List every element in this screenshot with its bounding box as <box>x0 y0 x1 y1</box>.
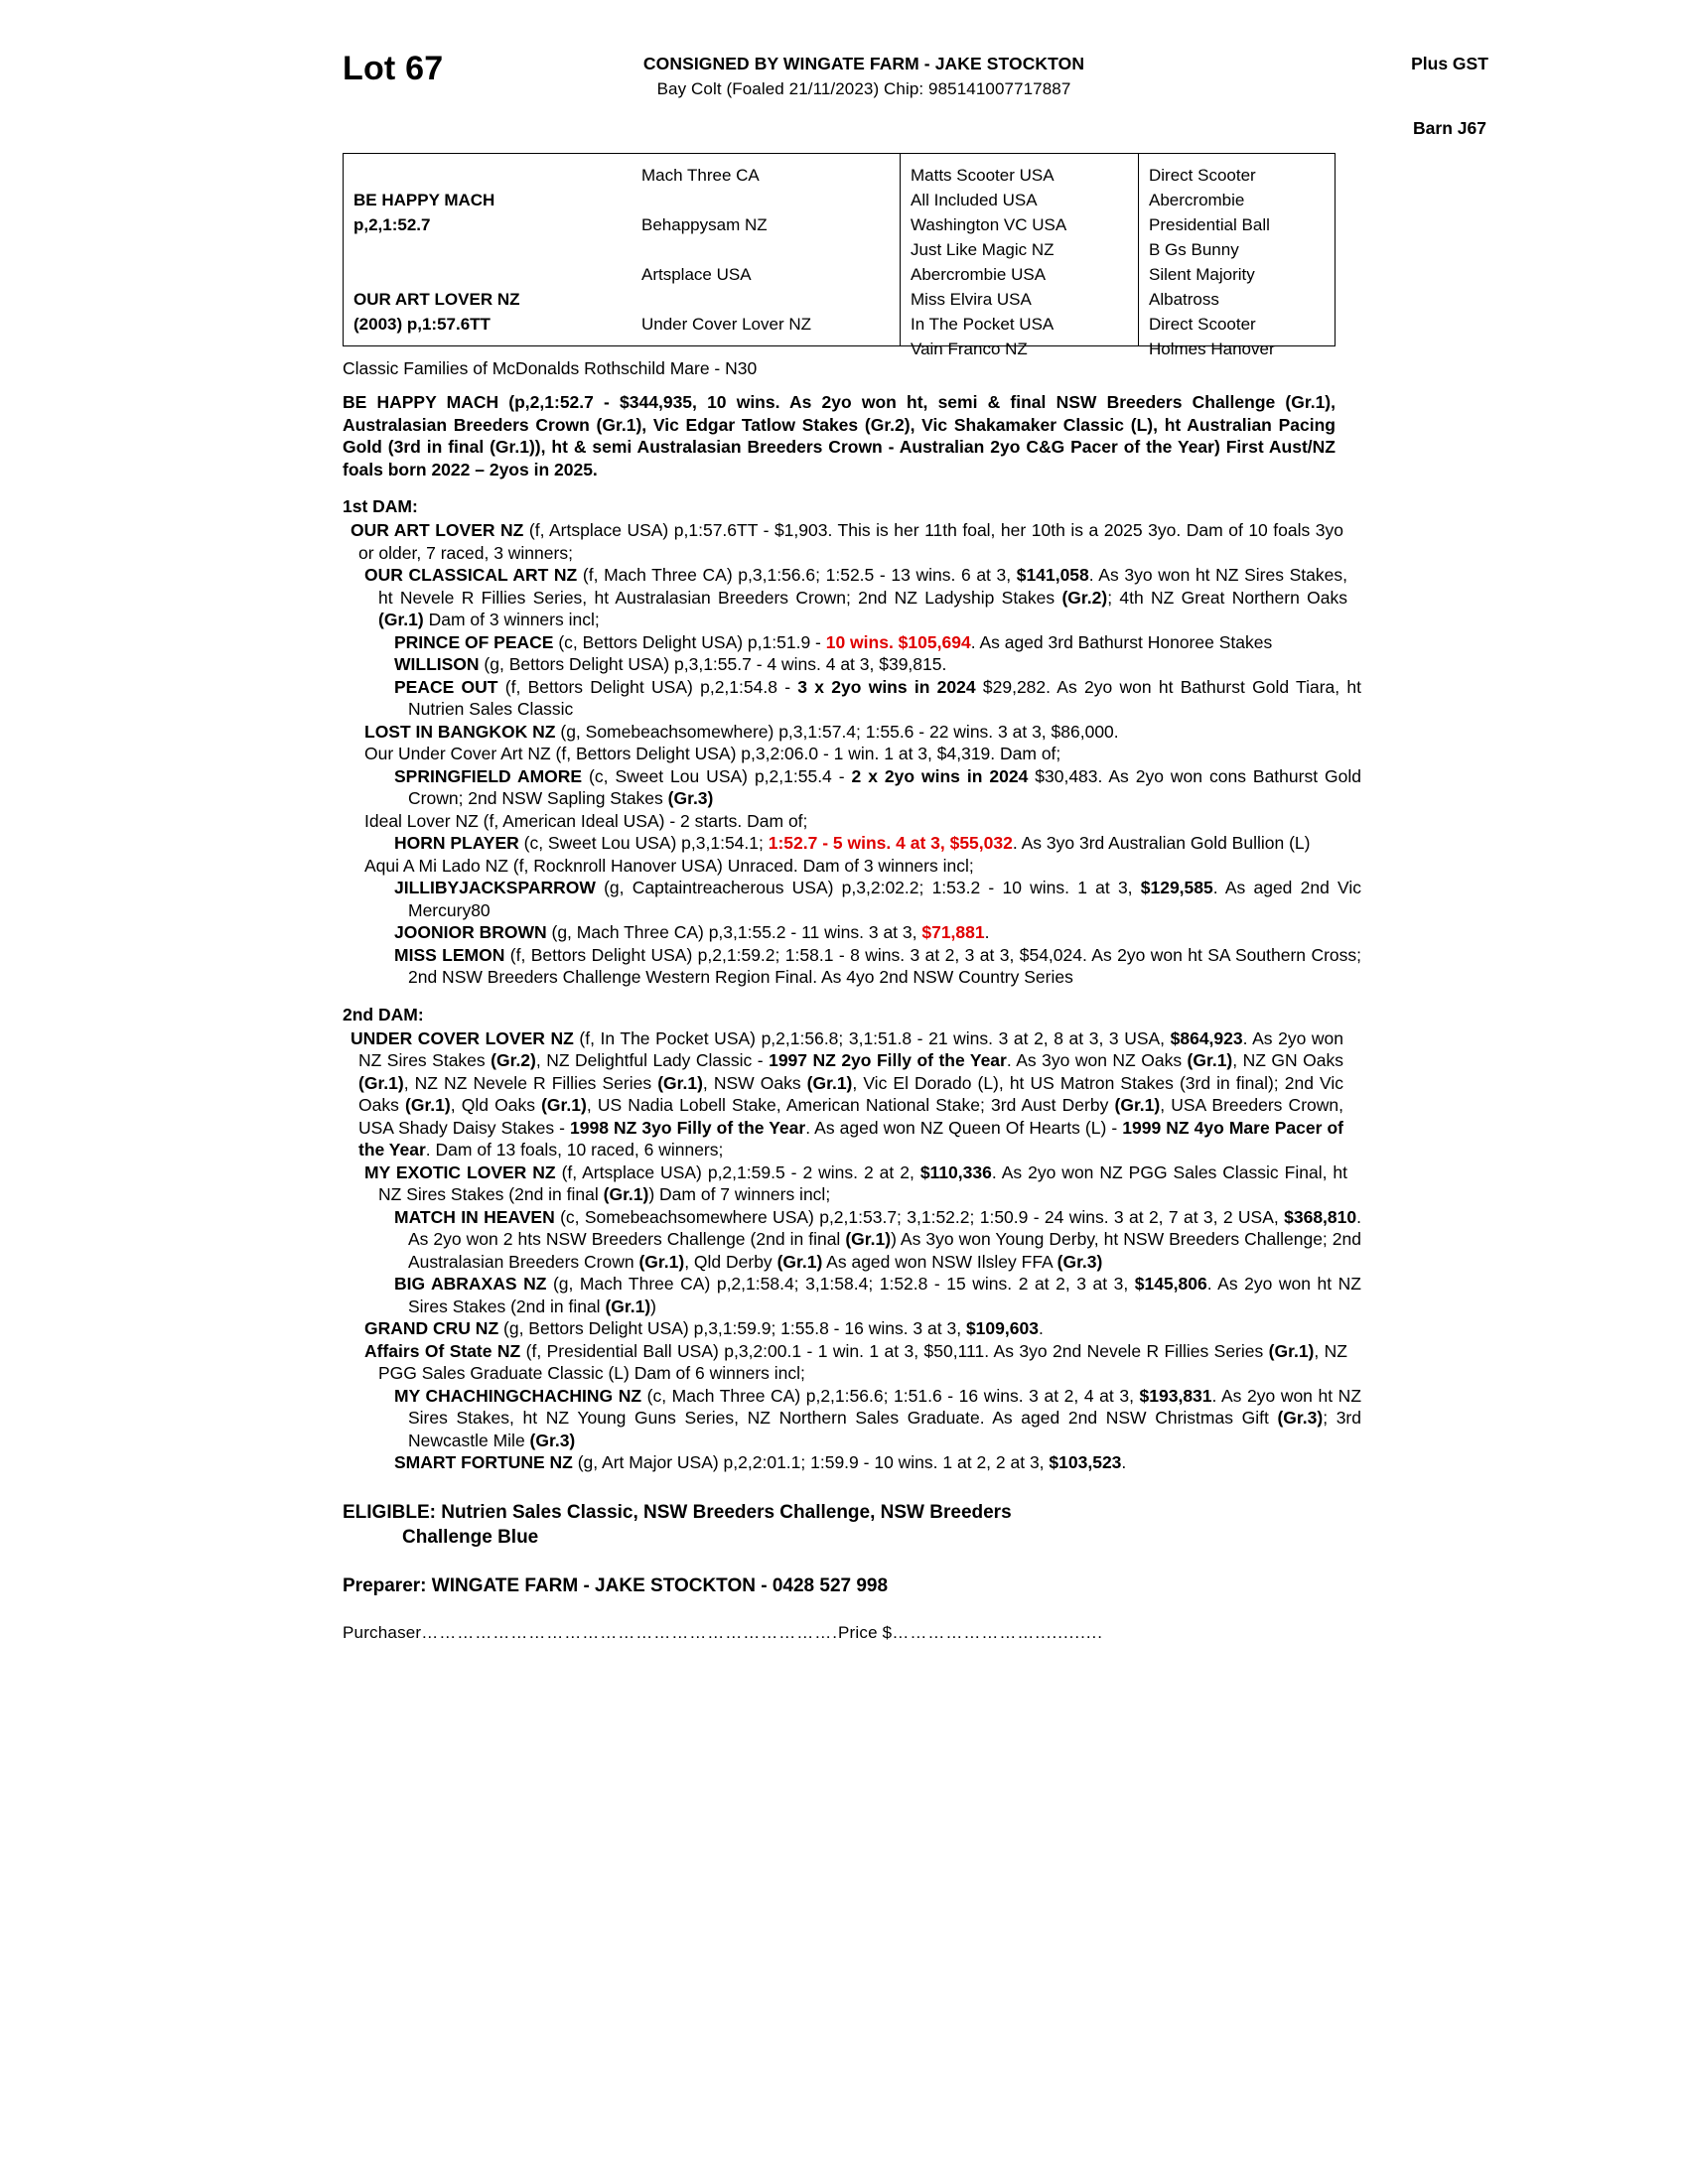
sire-of-dam: Artsplace USA <box>641 265 752 284</box>
gen3-4: Just Like Magic NZ <box>911 240 1055 259</box>
entry-text-run: As aged won NSW Ilsley FFA <box>822 1251 1057 1272</box>
pedigree-entry-aqui-a-mi-lado-nz <box>354 855 1347 878</box>
entry-text-run: MATCH IN HEAVEN <box>394 1206 555 1227</box>
entry-text-run: (f, Bettors Delight USA) p,2,1:59.2; 1:58.1 - 8 wins. 3 at 2, 3 at 3, $54,024. As 2yo won ht SA Southern Cross; 2nd NSW Breeders Challenge Western Region Final. As 4yo 2nd NSW Country Series <box>408 944 1361 987</box>
entry-text-run: (Gr.1) <box>1187 1050 1233 1070</box>
entry-text-run: . As 3yo won ht NZ Sires Stakes, ht Nevele R Fillies Series, ht Australasian Breeders Crown; 2nd NZ Ladyship Stakes <box>378 565 1347 608</box>
gen4-4: B Gs Bunny <box>1149 240 1239 259</box>
entry-text-run: $29,282. As 2yo won ht Bathurst Gold Tiara, ht Nutrien Sales Classic <box>408 676 1361 719</box>
pedigree-col-gen4 <box>1138 154 1334 358</box>
entry-text-run: Our Under Cover Art NZ (f, Bettors Delight USA) p,3,2:06.0 - 1 win. 1 at 3, $4,319. Dam of; <box>364 744 1061 763</box>
sire-of-sire: Mach Three CA <box>641 166 760 185</box>
entry-text-run: (Gr.1) <box>1114 1095 1161 1115</box>
entry-text-run: ) Dam of 7 winners incl; <box>648 1184 831 1204</box>
entry-text-run: (f, Bettors Delight USA) p,2,1:54.8 - <box>497 676 798 697</box>
sire-name: BE HAPPY MACH <box>353 191 495 209</box>
entry-text-run: (Gr.3) <box>1277 1408 1324 1428</box>
eligible-line-1: ELIGIBLE: Nutrien Sales Classic, NSW Breeders Challenge, NSW Breeders <box>343 1501 1012 1523</box>
entry-text-run: HORN PLAYER <box>394 833 519 853</box>
consignor-block <box>546 54 1182 99</box>
entry-text-run: JOONIOR BROWN <box>394 922 547 942</box>
sire-paragraph: BE HAPPY MACH (p,2,1:52.7 - $344,935, 10 wins. As 2yo won ht, semi & final NSW Breeders Challenge (Gr.1), Australasian Breeders Crown (Gr.1), Vic Edgar Tatlow Stakes (Gr.2), Vic Shakamaker Classic (L), ht Australian Pacing Gold (3rd in final (Gr.1)), ht & semi Australasian Breeders Crown - Australian 2yo C&G Pacer of the Year) First Aust/NZ foals born 2022 – 2yos in 2025. <box>343 392 1336 479</box>
entry-text-run: (f, Artsplace USA) p,2,1:59.5 - 2 wins. 2 at 2, <box>555 1161 920 1182</box>
entry-text-run: JILLIBYJACKSPARROW <box>394 878 596 897</box>
gen4-8: Holmes Hanover <box>1149 340 1275 358</box>
entry-text-run: (g, Bettors Delight USA) p,3,1:55.7 - 4 wins. 4 at 3, $39,815. <box>479 654 947 674</box>
entry-text-run: Dam of 3 winners incl; <box>423 610 600 629</box>
entry-text-run: $103,523 <box>1049 1452 1122 1472</box>
entry-text-run: , Qld Derby <box>684 1251 777 1272</box>
price-label: Price $ <box>838 1622 893 1642</box>
pedigree-entry-under-cover-lover-nz <box>351 1027 1343 1161</box>
pedigree-entry-ideal-lover-nz <box>354 810 1347 833</box>
pedigree-entry-jillibyjacksparrow <box>368 877 1361 921</box>
entry-text-run: OUR ART LOVER NZ <box>351 520 524 540</box>
pedigree-entry-smart-fortune-nz <box>368 1451 1361 1474</box>
gen4-2: Abercrombie <box>1149 191 1245 209</box>
entry-text-run: , NZ Delightful Lady Classic - <box>535 1050 770 1070</box>
pedigree-entry-miss-lemon <box>368 944 1361 989</box>
entry-text-run: , NZ PGG Sales Graduate Classic (L) Dam of 6 winners incl; <box>378 1340 1347 1383</box>
pedigree-entry-peace-out <box>368 676 1361 721</box>
entry-text-run: . <box>1038 1318 1044 1338</box>
consignor-name: CONSIGNED BY WINGATE FARM - JAKE STOCKTON <box>642 54 1085 73</box>
pedigree-entry-willison <box>368 653 1361 676</box>
entry-text-run: (g, Art Major USA) p,2,2:01.1; 1:59.9 - 10 wins. 1 at 2, 2 at 3, <box>572 1452 1050 1472</box>
entry-text-run: (Gr.1) <box>605 1296 651 1316</box>
first-dam-entries <box>343 519 1589 989</box>
entry-text-run: (c, Sweet Lou USA) p,3,1:54.1; <box>518 833 769 853</box>
dam-record: (2003) p,1:57.6TT <box>353 315 491 334</box>
entry-text-run: , USA Breeders Crown, USA Shady Daisy Stakes - <box>358 1095 1343 1138</box>
sire-record: p,2,1:52.7 <box>353 215 431 234</box>
entry-text-run: UNDER COVER LOVER NZ <box>351 1027 574 1048</box>
entry-text-run: , NZ GN Oaks <box>1232 1050 1343 1070</box>
entry-text-run: ) <box>650 1296 656 1316</box>
entry-text-run: PEACE OUT <box>394 676 498 697</box>
entry-text-run: , US Nadia Lobell Stake, American National Stake; 3rd Aust Derby <box>586 1095 1115 1115</box>
entry-text-run: $141,058 <box>1016 565 1089 585</box>
dam-name: OUR ART LOVER NZ <box>353 290 520 309</box>
price-dots: ……………………............ <box>892 1622 1104 1642</box>
entry-text-run: SMART FORTUNE NZ <box>394 1452 573 1472</box>
entry-text-run: (f, Presidential Ball USA) p,3,2:00.1 - 1 win. 1 at 3, $50,111. As 3yo 2nd Nevele R Fillies Series <box>520 1340 1269 1361</box>
entry-text-run: MY EXOTIC LOVER NZ <box>364 1161 556 1182</box>
pedigree-entry-our-under-cover-art-nz <box>354 743 1347 765</box>
entry-text-run: 1998 NZ 3yo Filly of the Year <box>570 1117 806 1138</box>
entry-text-run: PRINCE OF PEACE <box>394 631 554 652</box>
entry-text-run: (Gr.1) <box>541 1095 587 1115</box>
entry-text-run: $71,881 <box>921 922 985 942</box>
entry-text-run: (Gr.1) <box>806 1072 853 1093</box>
entry-text-run: (Gr.1) <box>358 1072 404 1093</box>
entry-text-run: (f, Artsplace USA) p,1:57.6TT - $1,903. This is her 11th foal, her 10th is a 2025 3yo. Dam of 10 foals 3yo or older, 7 raced, 3 winners; <box>358 520 1344 563</box>
entry-text-run: $30,483. As 2yo won cons Bathurst Gold Crown; 2nd NSW Sapling Stakes <box>408 765 1361 808</box>
eligible-line-2: Challenge Blue <box>402 1526 539 1548</box>
preparer-line: Preparer: WINGATE FARM - JAKE STOCKTON - 0428 527 998 <box>343 1574 889 1596</box>
pedigree-entry-our-art-lover-nz <box>351 519 1343 564</box>
entry-text-run: 3 x 2yo wins in 2024 <box>797 676 976 697</box>
entry-text-run: (c, Bettors Delight USA) p,1:51.9 - <box>553 631 826 652</box>
pedigree-col-grandparents <box>632 154 900 345</box>
first-dam-heading: 1st DAM: <box>343 496 418 516</box>
entry-text-run: , NZ NZ Nevele R Fillies Series <box>403 1072 658 1093</box>
entry-text-run: $109,603 <box>965 1318 1039 1338</box>
entry-text-run: . <box>1121 1452 1127 1472</box>
entry-text-run: 2 x 2yo wins in 2024 <box>851 765 1029 786</box>
entry-text-run: . As 2yo won ht NZ Sires Stakes, ht NZ Young Guns Series, NZ Northern Sales Graduate. As aged 2nd NSW Christmas Gift <box>408 1385 1362 1428</box>
entry-text-run: . As 2yo won NZ PGG Sales Classic Final, ht NZ Sires Stakes (2nd in final <box>378 1161 1348 1204</box>
entry-text-run: ; 4th NZ Great Northern Oaks <box>1107 587 1347 608</box>
pedigree-entry-our-classical-art-nz <box>354 564 1347 631</box>
entry-text-run: Affairs Of State NZ <box>364 1340 521 1361</box>
entry-text-run: Aqui A Mi Lado NZ (f, Rocknroll Hanover USA) Unraced. Dam of 3 winners incl; <box>364 855 974 876</box>
pedigree-table <box>343 153 1336 358</box>
entry-text-run: ; 3rd Newcastle Mile <box>408 1408 1361 1450</box>
gen4-6: Albatross <box>1149 290 1219 309</box>
entry-text-run: . As aged won NZ Queen Of Hearts (L) - <box>805 1117 1123 1138</box>
entry-text-run: 1997 NZ 2yo Filly of the Year <box>769 1050 1007 1070</box>
second-dam-entries <box>343 1027 1589 1474</box>
foal-details: Bay Colt (Foaled 21/11/2023) Chip: 985141007717887 <box>656 79 1071 98</box>
entry-text-run: 1999 NZ 4yo Mare Pacer of the Year <box>358 1117 1343 1160</box>
entry-text-run: (g, Mach Three CA) p,2,1:58.4; 3,1:58.4; 1:52.8 - 15 wins. 2 at 2, 3 at 3, <box>546 1274 1135 1294</box>
entry-text-run: ) As 3yo won Young Derby, ht NSW Breeders Challenge; 2nd Australasian Breeders Crown <box>408 1229 1361 1272</box>
entry-text-run: WILLISON <box>394 654 480 674</box>
entry-text-run: . As aged 3rd Bathurst Honoree Stakes <box>970 631 1273 652</box>
entry-text-run: . Dam of 13 foals, 10 raced, 6 winners; <box>425 1140 724 1160</box>
entry-text-run: (Gr.3) <box>529 1430 576 1450</box>
entry-text-run: (Gr.1) <box>378 610 424 629</box>
pedigree-entry-springfield-amore <box>368 765 1361 810</box>
gen4-7: Direct Scooter <box>1149 315 1256 334</box>
entry-text-run: (c, Mach Three CA) p,2,1:56.6; 1:51.6 - 16 wins. 3 at 2, 4 at 3, <box>641 1385 1140 1406</box>
eligible-block <box>343 1500 1296 1550</box>
gen3-5: Abercrombie USA <box>911 265 1047 284</box>
gen3-6: Miss Elvira USA <box>911 290 1032 309</box>
entry-text-run: (Gr.3) <box>667 788 714 808</box>
entry-text-run: GRAND CRU NZ <box>364 1318 499 1338</box>
pedigree-entry-lost-in-bangkok-nz <box>354 721 1347 744</box>
gen4-5: Silent Majority <box>1149 265 1255 284</box>
pedigree-entry-big-abraxas-nz <box>368 1273 1361 1317</box>
entry-text-run: $193,831 <box>1139 1385 1212 1406</box>
entry-text-run: $145,806 <box>1134 1274 1207 1294</box>
gen3-3: Washington VC USA <box>911 215 1067 234</box>
pedigree-entry-my-exotic-lover-nz <box>354 1161 1347 1206</box>
pedigree-entry-prince-of-peace <box>368 631 1361 654</box>
entry-text-run: MISS LEMON <box>394 944 505 965</box>
entry-text-run: SPRINGFIELD AMORE <box>394 765 583 786</box>
entry-text-run: , NSW Oaks <box>702 1072 807 1093</box>
entry-text-run: (g, Bettors Delight USA) p,3,1:59.9; 1:55.8 - 16 wins. 3 at 3, <box>498 1318 966 1338</box>
pedigree-entry-affairs-of-state-nz <box>354 1340 1347 1385</box>
entry-text-run: (f, Mach Three CA) p,3,1:56.6; 1:52.5 - 13 wins. 6 at 3, <box>577 565 1017 585</box>
entry-text-run: (Gr.1) <box>776 1251 823 1272</box>
entry-text-run: MY CHACHINGCHACHING NZ <box>394 1385 642 1406</box>
entry-text-run: (Gr.1) <box>603 1184 649 1204</box>
entry-text-run: (Gr.1) <box>405 1095 451 1115</box>
entry-text-run: (c, Sweet Lou USA) p,2,1:55.4 - <box>582 765 852 786</box>
entry-text-run: $110,336 <box>919 1161 992 1182</box>
entry-text-run: (Gr.1) <box>1268 1340 1315 1361</box>
entry-text-run: LOST IN BANGKOK NZ <box>364 721 556 742</box>
entry-text-run: OUR CLASSICAL ART NZ <box>364 565 578 585</box>
entry-text-run: . As 3yo won NZ Oaks <box>1006 1050 1188 1070</box>
page-header <box>343 40 1589 149</box>
dam-of-sire: Behappysam NZ <box>641 215 768 234</box>
purchaser-label: Purchaser <box>343 1622 422 1642</box>
entry-text-run: $368,810 <box>1284 1206 1357 1227</box>
entry-text-run: . As 2yo won NZ Sires Stakes <box>358 1027 1343 1070</box>
purchaser-footer <box>343 1623 1589 1643</box>
entry-text-run: (g, Mach Three CA) p,3,1:55.2 - 11 wins. 3 at 3, <box>546 922 922 942</box>
purchaser-dots: ……………………………………………………………. <box>421 1622 839 1642</box>
entry-text-run: , Qld Oaks <box>450 1095 542 1115</box>
gen4-3: Presidential Ball <box>1149 215 1270 234</box>
pedigree-entry-horn-player <box>368 832 1361 855</box>
gen4-1: Direct Scooter <box>1149 166 1256 185</box>
entry-text-run: . <box>984 922 990 942</box>
pedigree-entry-joonior-brown <box>368 921 1361 944</box>
entry-text-run: (Gr.1) <box>638 1251 685 1272</box>
lot-number: Lot 67 <box>343 50 444 87</box>
entry-text-run: (g, Captaintreacherous USA) p,3,2:02.2; 1:53.2 - 10 wins. 1 at 3, <box>595 878 1141 897</box>
gen3-2: All Included USA <box>911 191 1038 209</box>
entry-text-run: , Vic El Dorado (L), ht US Matron Stakes (3rd in final); 2nd Vic Oaks <box>358 1072 1343 1115</box>
entry-text-run: . As 3yo 3rd Australian Gold Bullion (L) <box>1012 833 1311 853</box>
dam-of-dam: Under Cover Lover NZ <box>641 315 812 334</box>
second-dam-heading: 2nd DAM: <box>343 1004 424 1024</box>
entry-text-run: (Gr.3) <box>1056 1251 1103 1272</box>
entry-text-run: $129,585 <box>1140 878 1213 897</box>
entry-text-run: (Gr.2) <box>491 1050 536 1070</box>
gst-note: Plus GST <box>1411 54 1488 73</box>
gen3-7: In The Pocket USA <box>911 315 1055 334</box>
entry-text-run: (Gr.1) <box>657 1072 703 1093</box>
entry-text-run: . As 2yo won 2 hts NSW Breeders Challenge (2nd in final <box>408 1206 1361 1249</box>
pedigree-entry-grand-cru-nz <box>354 1317 1347 1340</box>
entry-text-run: Ideal Lover NZ (f, American Ideal USA) - 2 starts. Dam of; <box>364 810 808 831</box>
entry-text-run: $864,923 <box>1170 1027 1243 1048</box>
entry-text-run: (f, In The Pocket USA) p,2,1:56.8; 3,1:51.8 - 21 wins. 3 at 2, 8 at 3, 3 USA, <box>573 1027 1171 1048</box>
pedigree-col-parents <box>344 154 632 345</box>
entry-text-run: 1:52.7 - 5 wins. 4 at 3, $55,032 <box>768 833 1013 853</box>
entry-text-run: (Gr.2) <box>1061 587 1108 608</box>
pedigree-col-gen3 <box>900 154 1138 358</box>
entry-text-run: (g, Somebeachsomewhere) p,3,1:57.4; 1:55.6 - 22 wins. 3 at 3, $86,000. <box>555 721 1119 742</box>
entry-text-run: . As aged 2nd Vic Mercury80 <box>408 878 1362 920</box>
gen3-1: Matts Scooter USA <box>911 166 1055 185</box>
pedigree-entry-my-chachingchaching-nz <box>368 1385 1361 1452</box>
entry-text-run: BIG ABRAXAS NZ <box>394 1274 547 1294</box>
entry-text-run: (c, Somebeachsomewhere USA) p,2,1:53.7; 3,1:52.2; 1:50.9 - 24 wins. 3 at 2, 7 at 3, 2 USA, <box>554 1206 1285 1227</box>
barn-number: Barn J67 <box>1413 118 1486 138</box>
classic-families-line: Classic Families of McDonalds Rothschild Mare - N30 <box>343 358 758 378</box>
entry-text-run: . As 2yo won ht NZ Sires Stakes (2nd in final <box>408 1274 1361 1316</box>
gen3-8: Vain Franco NZ <box>911 340 1028 358</box>
pedigree-entry-match-in-heaven <box>368 1206 1361 1274</box>
entry-text-run: (Gr.1) <box>845 1229 892 1249</box>
gst-barn-block <box>1336 54 1564 139</box>
entry-text-run: 10 wins. $105,694 <box>825 631 971 652</box>
